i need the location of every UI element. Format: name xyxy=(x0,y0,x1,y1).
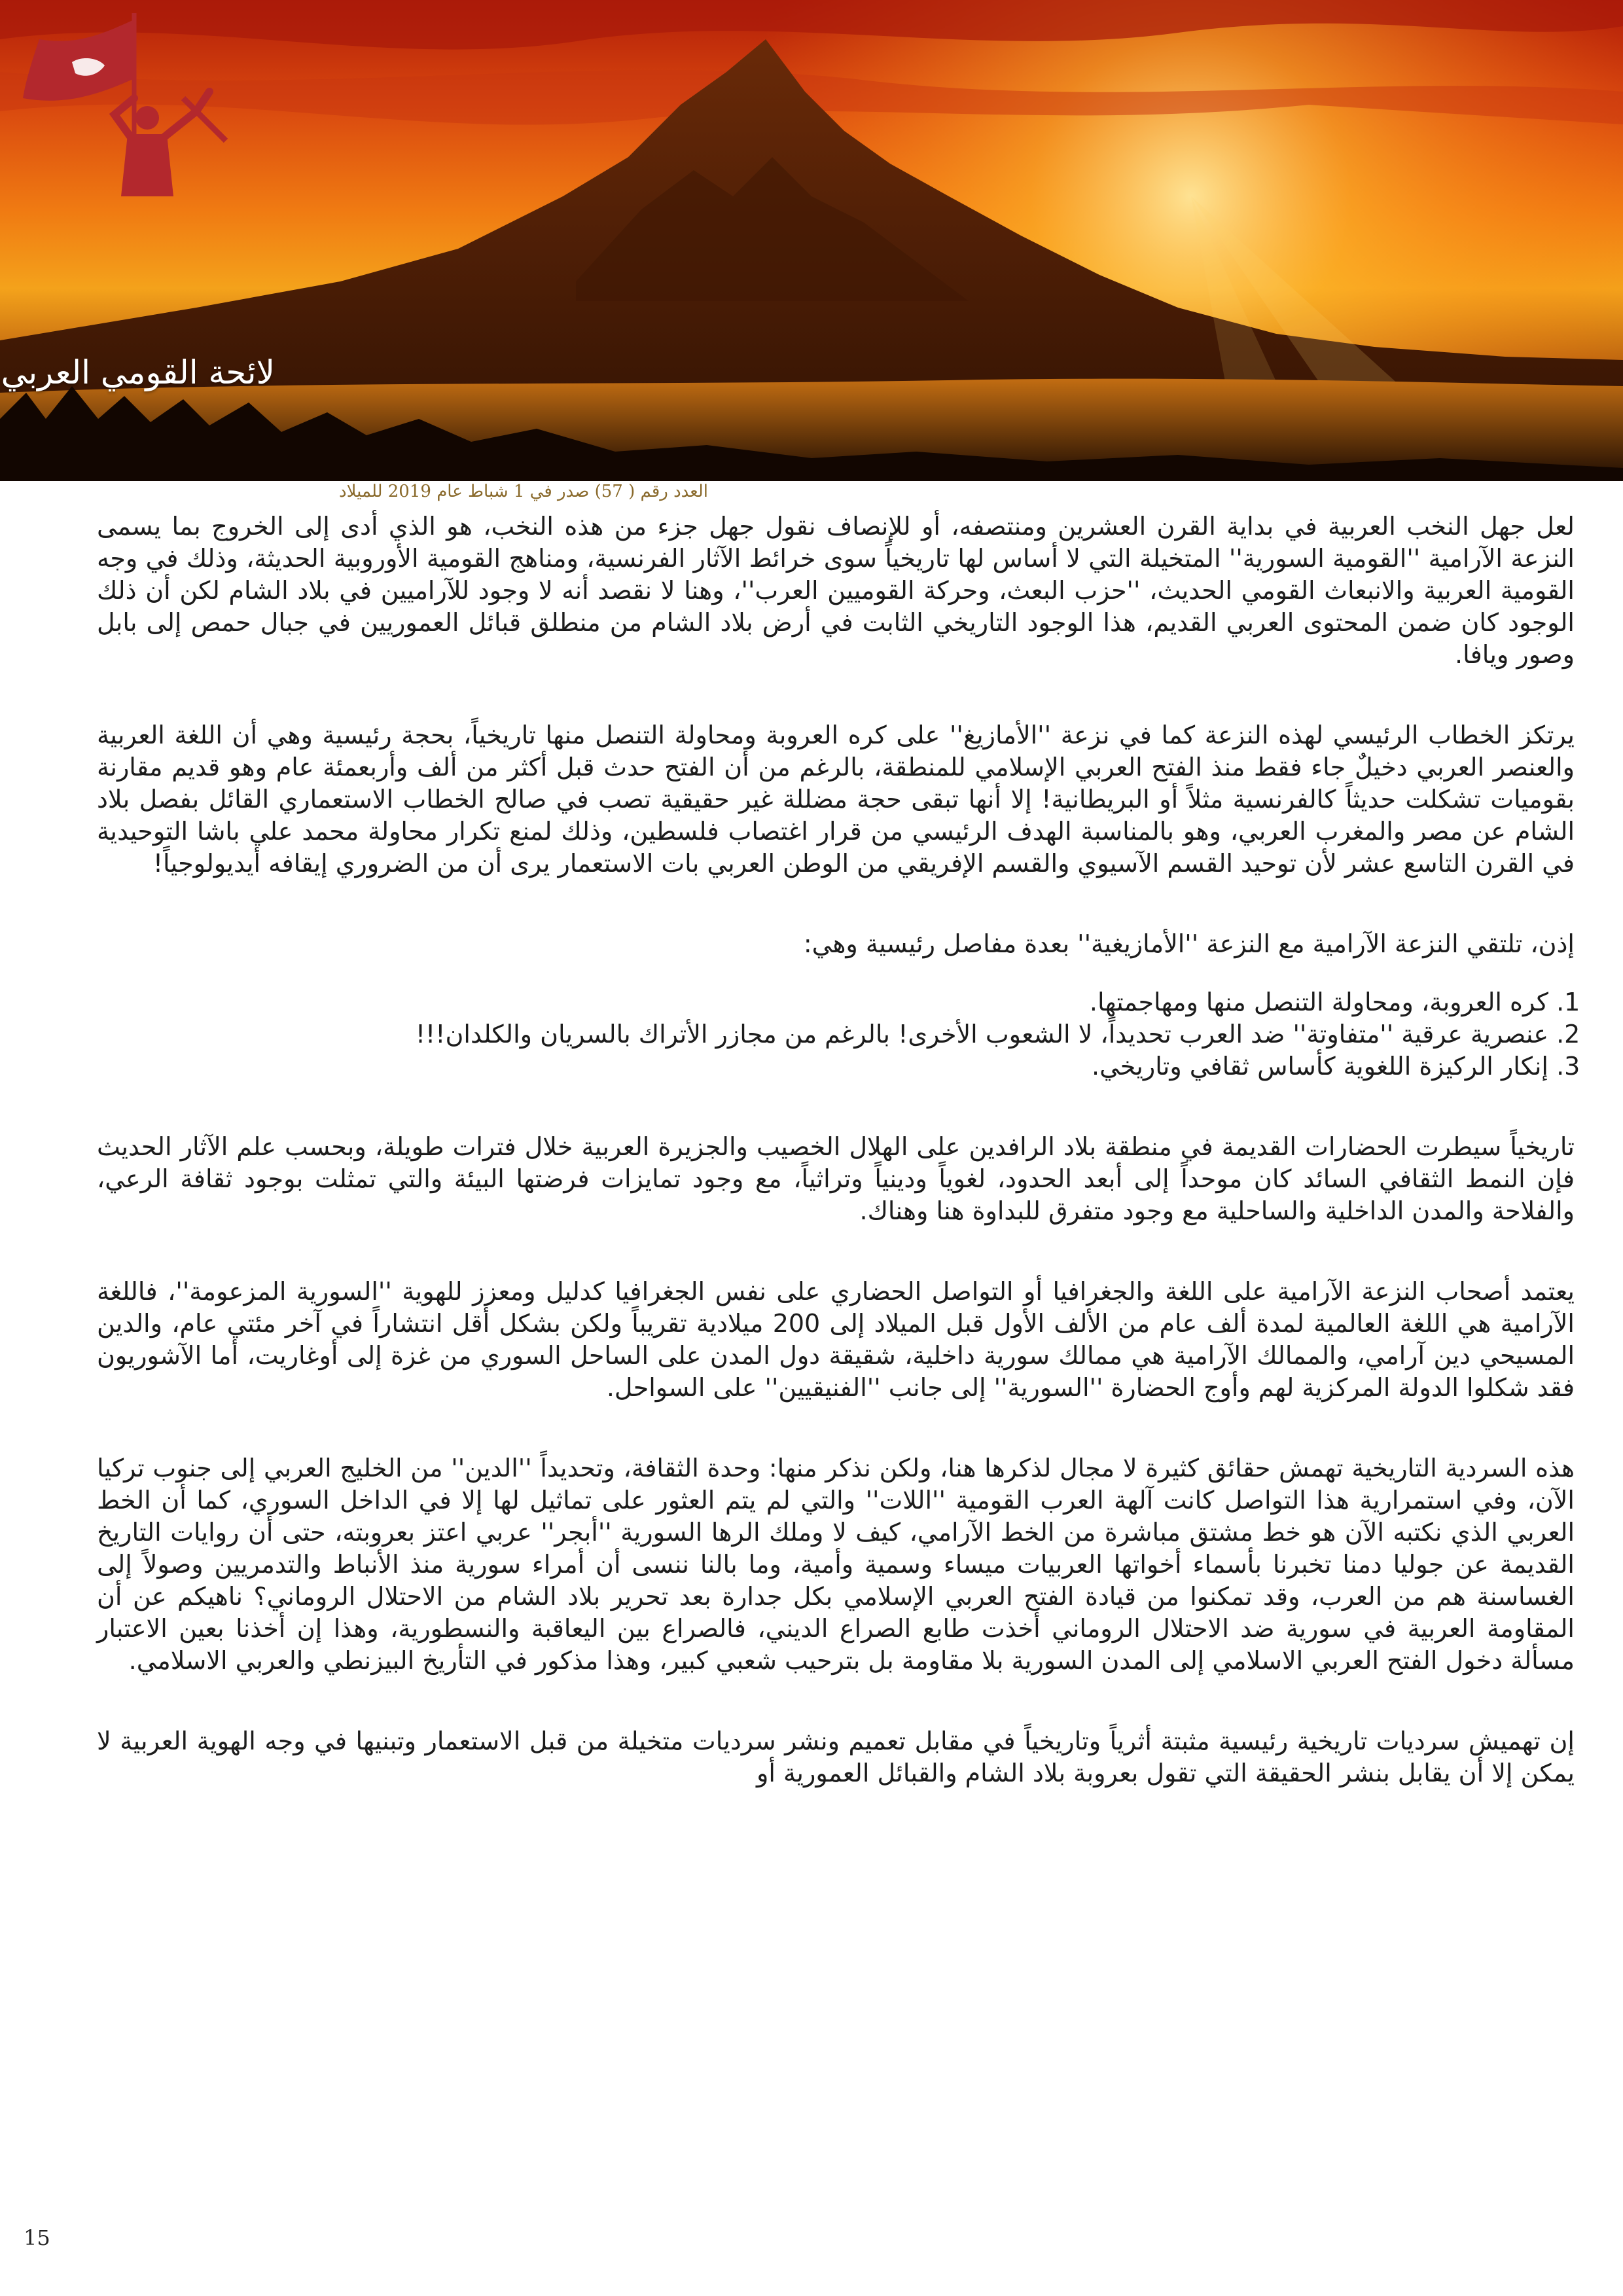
paragraph: إن تهميش سرديات تاريخية رئيسية مثبتة أثرياً وتاريخياً في مقابل تعميم ونشر سرديات متخيلة من قبل الاستعمار وتبنيها في وجه الهوية العربية لا يمكن إلا أن يقابل بنشر الحقيقة التي تقول بعروبة بلاد الشام والقبائل العمورية أو xyxy=(97,1727,1575,1787)
paragraph: لعل جهل النخب العربية في بداية القرن العشرين ومنتصفه، أو للإنصاف نقول جهل جزء من هذه النخب، هو الذي أدى إلى الخروج بما يسمى النزعة الآرامية ''القومية السورية'' المتخيلة التي لا أساس لها تاريخياً سوى خرائط الآثار الفرنسية، ومناهج القومية الأوروبية الحديثة، وذلك في وجه القومية العربية والانبعاث القومي الحديث، ''حزب البعث، وحركة القوميين العرب''، وهنا لا نقصد أنه لا وجود للآراميين في بلاد الشام لكن أن ذلك الوجود كان ضمن المحتوى العربي القديم، هذا الوجود التاريخي الثابت في أرض بلاد الشام من منطلق قبائل العموريين في جبال حمص إلى بابل وصور ويافا. xyxy=(97,512,1575,669)
list-item: 2. عنصرية عرقية ''متفاوتة'' ضد العرب تحديداً، لا الشعوب الأخرى! بالرغم من مجازر الأتراك بالسريان والكلدان!!! xyxy=(97,1018,1548,1050)
header-banner xyxy=(0,0,1623,481)
paragraph: إذن، تلتقي النزعة الآرامية مع النزعة ''الأمازيغية'' بعدة مفاصل رئيسية وهي: xyxy=(803,929,1575,958)
paragraph: يرتكز الخطاب الرئيسي لهذه النزعة كما في نزعة ''الأمازيغ'' على كره العروبة ومحاولة التنصل منها تاريخياً، بحجة رئيسية وهي أن اللغة العربية والعنصر العربي دخيلٌ جاء فقط منذ الفتح العربي الإسلامي للمنطقة، بالرغم من أن الفتح حدث قبل أكثر من ألف وأربعمئة عام وهو قديم مقارنة بقوميات تشكلت حديثاً كالفرنسية مثلاً أو البريطانية! إلا أنها تبقى حجة مضللة غير حقيقية تصب في صالح الخطاب الاستعماري القائل بفصل بلاد الشام عن مصر والمغرب العربي، وهو بالمناسبة الهدف الرئيسي من قرار اغتصاب فلسطين، وذلك لمنع تكرار محاولة محمد علي باشا التوحيدية في القرن التاسع عشر لأن توحيد القسم الآسيوي والقسم الإفريقي من الوطن العربي بات الاستعمار يرى أن من الضروري إيقافه أيديولوجياً! xyxy=(97,721,1575,878)
logo-emblem xyxy=(0,0,262,249)
issue-info: العدد رقم ( 57) صدر في 1 شباط عام 2019 للميلاد xyxy=(339,482,708,501)
figure-head xyxy=(135,106,159,130)
paragraph: يعتمد أصحاب النزعة الآرامية على اللغة والجغرافيا أو التواصل الحضاري على نفس الجغرافيا كدليل ومعزز للهوية ''السورية المزعومة''، فاللغة الآرامية هي اللغة العالمية لمدة ألف عام من الألف الأول قبل الميلاد إلى 200 ميلادية تقريباً ولكن بشكل أقل انتشاراً في آخر مئتي عام، والدين المسيحي دين آرامي، والممالك الآرامية هي ممالك سورية داخلية، شقيقة دول المدن على الساحل السوري من غزة إلى أوغاريت، أما الآشوريون فقد شكلوا الدولة المركزية لهم وأوج الحضارة ''السورية'' إلى جانب ''الفنيقيين'' على السواحل. xyxy=(97,1277,1575,1402)
paragraph: تاريخياً سيطرت الحضارات القديمة في منطقة بلاد الرافدين على الهلال الخصيب والجزيرة العربية خلال فترات طويلة، وبحسب علم الآثار الحديث فإن النمط الثقافي السائد كان موحداً إلى أبعد الحدود، لغوياً ودينياً وتراثياً، مع وجود تمايزات فرضتها البيئة والتي تمثلت بوجود ثقافة الرعي، والفلاحة والمدن الداخلية والساحلية مع وجود متفرق للبداوة هنا وهناك. xyxy=(97,1132,1575,1225)
list-item: 3. إنكار الركيزة اللغوية كأساس ثقافي وتاريخي. xyxy=(97,1050,1548,1083)
paragraph: هذه السردية التاريخية تهمش حقائق كثيرة لا مجال لذكرها هنا، ولكن نذكر منها: وحدة الثقافة، وتحديداً ''الدين'' من الخليج العربي إلى جنوب تركيا الآن، وفي استمرارية هذا التواصل كانت آلهة العرب القومية ''اللات'' والتي لم يتم العثور على تماثيل لها إلا في الداخل السوري، كما أن الخط العربي الذي نكتبه الآن هو خط مشتق مباشرة من الخط الآرامي، كيف لا وملك الرها السورية ''أبجر'' عربي اعتز بعروبته، حتى أن روايات التاريخ القديمة عن جوليا دمنا تخبرنا بأسماء أخواتها العربيات ميساء وسمية وأمية، وما بالنا ننسى أن أمراء سورية منذ الأنباط والتدمريين وصولاً إلى الغساسنة هم من العرب، وقد تمكنوا من قيادة الفتح العربي الإسلامي بكل جدارة بعد تحرير بلاد الشام من الاحتلال الروماني؟ ناهيكم عن أن المقاومة العربية في سورية ضد الاحتلال الروماني أخذت طابع الصراع الديني، فالصراع بين اليعاقبة والنسطورية، وهذا إن أخذنا بعين الاعتبار مسألة دخول الفتح العربي الاسلامي إلى المدن السورية بلا مقاومة بل بترحيب شعبي كبير، وهذا مذكور في التأريخ البيزنطي والعربي الاسلامي. xyxy=(97,1454,1575,1675)
page-number: 15 xyxy=(24,2225,50,2250)
list-item: 1. كره العروبة، ومحاولة التنصل منها ومهاجمتها. xyxy=(97,986,1548,1018)
key-points-list xyxy=(97,986,1575,1083)
article-body xyxy=(97,511,1575,1789)
logo-text: لائحة القومي العربي xyxy=(1,353,275,391)
